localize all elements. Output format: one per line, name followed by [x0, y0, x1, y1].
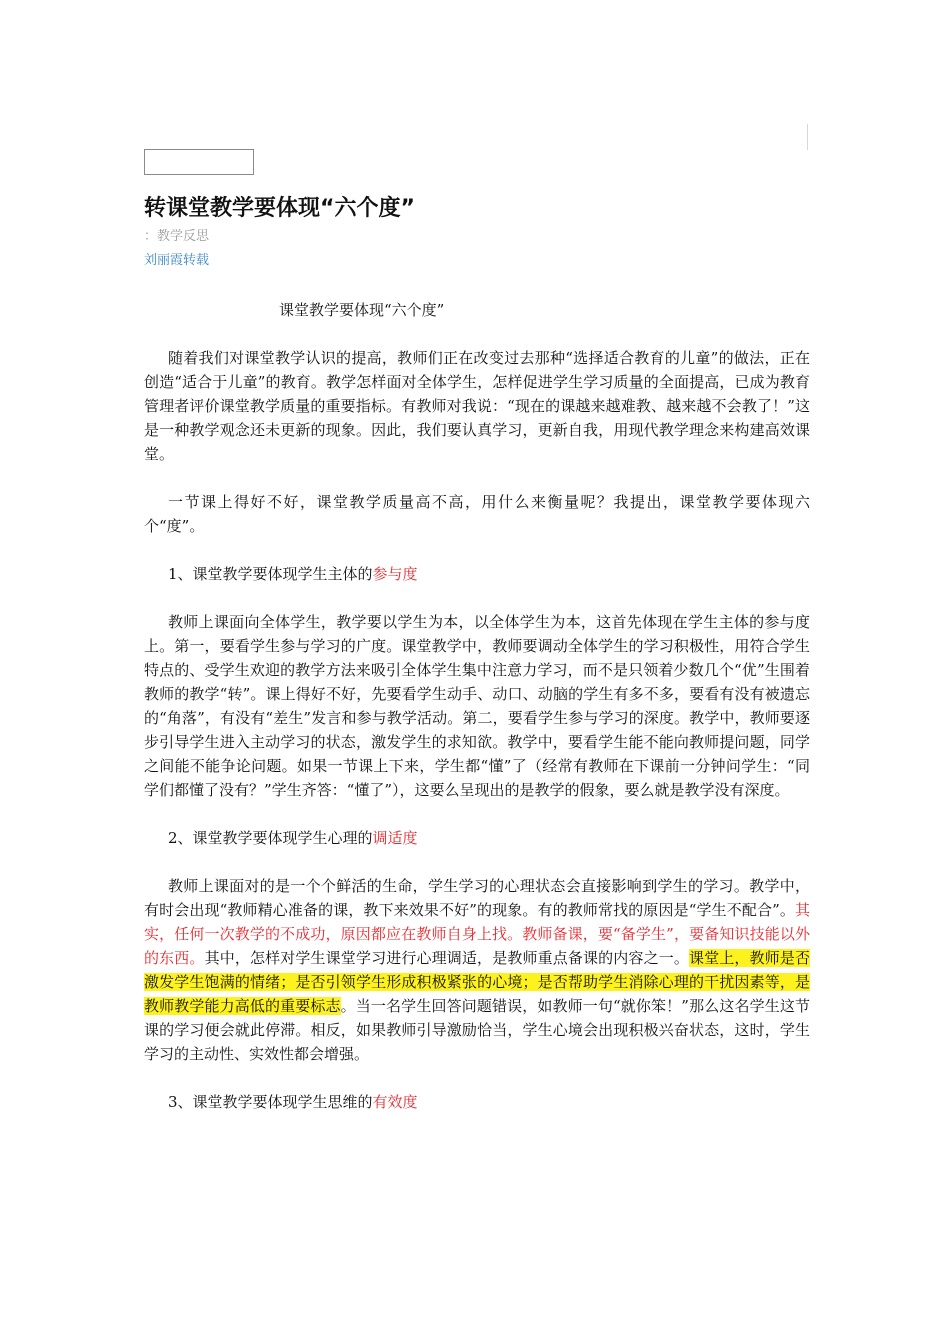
section-heading-1	[144, 562, 810, 586]
section-heading-2-key: 调适度	[372, 829, 418, 847]
paragraph-question: 一节课上得好不好，课堂教学质量高不高，用什么来衡量呢？我提出，课堂教学要体现六个“度”。	[144, 493, 810, 535]
section-heading-1-text: 1、课堂教学要体现学生主体的	[168, 565, 373, 583]
paragraph-psychology-b: 其中，怎样对学生课堂学习进行心理调适，是教师重点备课的内容之一。	[204, 949, 689, 967]
article-body	[144, 298, 810, 1114]
divider-line	[807, 124, 808, 150]
page-title: 转课堂教学要体现“六个度”	[144, 196, 415, 221]
paragraph-intro: 随着我们对课堂教学认识的提高，教师们正在改变过去那种“选择适合教育的儿童”的做法，正在创造“适合于儿童”的教育。教学怎样面对全体学生，怎样促进学生学习质量的全面提高，已成为教育管理者评价课堂教学质量的重要指标。有教师对我说：“现在的课越来越难教、越来越不会教了！”这是一种教学观念还未更新的现象。因此，我们要认真学习，更新自我，用现代教学理念来构建高效课堂。	[144, 349, 810, 463]
paragraph-psychology-red: 其实，任何一次教学的不成功，原因都应在教师自身上找。教师备课，要“备学生”，要备知识技能以外的东西。	[144, 901, 810, 967]
paragraph-psychology-highlight: 课堂上，教师是否激发学生饱满的情绪；是否引领学生形成积极紧张的心境；是否帮助学生消除心理的干扰因素等，是教师教学能力高低的重要标志	[144, 949, 810, 1015]
section-heading-3-text: 3、课堂教学要体现学生思维的	[168, 1093, 373, 1111]
section-heading-2-text: 2、课堂教学要体现学生心理的	[168, 829, 373, 847]
paragraph-participation: 教师上课面向全体学生，教学要以学生为本，以全体学生为本，这首先体现在学生主体的参与度上。第一，要看学生参与学习的广度。课堂教学中，教师要调动全体学生的学习积极性，用符合学生特点的、受学生欢迎的教学方法来吸引全体学生集中注意力学习，而不是只领着少数几个“优”生围着教师的教学“转”。课上得好不好，先要看学生动手、动口、动脑的学生有多不多，要看有没有被遗忘的“角落”，有没有“差生”发言和参与教学活动。第二，要看学生参与学习的深度。教学中，教师要逐步引导学生进入主动学习的状态，激发学生的求知欲。教学中，要看学生能不能向教师提问题，同学之间能不能争论问题。如果一节课上下来，学生都“懂”了（经常有教师在下课前一分钟问学生：“同学们都懂了没有？”学生齐答：“懂了”），这要么呈现出的是教学的假象，要么就是教学没有深度。	[144, 613, 810, 799]
category-label[interactable]: ：教学反思	[144, 229, 210, 244]
section-heading-3	[144, 1090, 810, 1114]
section-heading-1-key: 参与度	[372, 565, 418, 583]
article-heading: 课堂教学要体现“六个度”	[279, 301, 445, 319]
paragraph-psychology	[144, 874, 810, 1066]
section-heading-2	[144, 826, 810, 850]
paragraph-psychology-c: 。当一名学生回答问题错误，如教师一句“就你笨！”那么这名学生这节课的学习便会就此停滞。相反，如果教师引导激励恰当，学生心境会出现积极兴奋状态，这时，学生学习的主动性、实效性都会增强。	[144, 997, 810, 1063]
empty-image-frame	[144, 149, 254, 175]
paragraph-psychology-a: 教师上课面对的是一个个鲜活的生命，学生学习的心理状态会直接影响到学生的学习。教学中，有时会出现“教师精心准备的课，教下来效果不好”的现象。有的教师常找的原因是“学生不配合”。	[144, 877, 810, 919]
author-link[interactable]: 刘丽霞转载	[144, 253, 210, 268]
section-heading-3-key: 有效度	[372, 1093, 418, 1111]
